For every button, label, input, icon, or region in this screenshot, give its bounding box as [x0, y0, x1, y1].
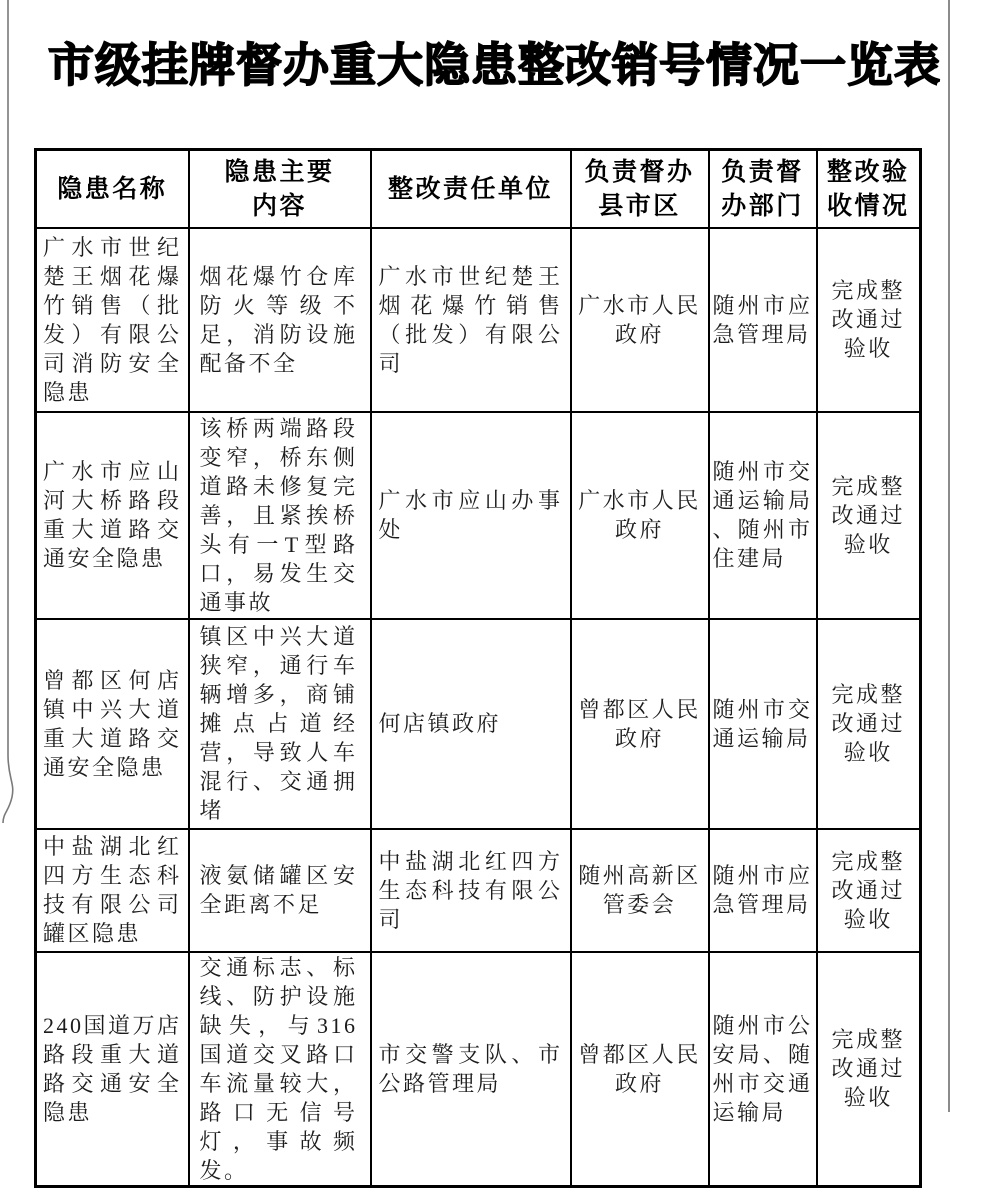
header-responsible-unit: 整改责任单位 — [371, 150, 571, 228]
cell-hazard-content: 液氨储罐区安全距离不足 — [189, 829, 371, 952]
cell-acceptance-status: 完成整改通过验收 — [817, 952, 921, 1187]
cell-supervising-district: 曾都区人民政府 — [571, 619, 709, 829]
cell-supervising-department: 随州市交通运输局、随州市住建局 — [709, 412, 817, 619]
cell-hazard-name: 中盐湖北红四方生态科技有限公司罐区隐患 — [36, 829, 189, 952]
cell-hazard-name: 240国道万店路段重大道路交通安全隐患 — [36, 952, 189, 1187]
cell-supervising-district: 曾都区人民政府 — [571, 952, 709, 1187]
table-row — [36, 228, 921, 412]
cell-hazard-content: 交通标志、标线、防护设施缺失，与316国道交叉路口车流量较大，路口无信号灯，事故频发。 — [189, 952, 371, 1187]
cell-hazard-name: 广水市应山河大桥路段重大道路交通安全隐患 — [36, 412, 189, 619]
cell-hazard-content: 镇区中兴大道狭窄，通行车辆增多，商铺摊点占道经营，导致人车混行、交通拥堵 — [189, 619, 371, 829]
cell-supervising-department: 随州市应急管理局 — [709, 228, 817, 412]
cell-hazard-name: 曾都区何店镇中兴大道重大道路交通安全隐患 — [36, 619, 189, 829]
cell-responsible-unit: 广水市应山办事处 — [371, 412, 571, 619]
cell-supervising-district: 随州高新区管委会 — [571, 829, 709, 952]
cell-responsible-unit: 广水市世纪楚王烟花爆竹销售（批发）有限公司 — [371, 228, 571, 412]
cell-supervising-department: 随州市公安局、随州市交通运输局 — [709, 952, 817, 1187]
cell-hazard-content: 烟花爆竹仓库防火等级不足，消防设施配备不全 — [189, 228, 371, 412]
cell-responsible-unit: 中盐湖北红四方生态科技有限公司 — [371, 829, 571, 952]
cell-supervising-district: 广水市人民政府 — [571, 228, 709, 412]
cell-hazard-content: 该桥两端路段变窄，桥东侧道路未修复完善，且紧挨桥头有一T型路口，易发生交通事故 — [189, 412, 371, 619]
cell-supervising-department: 随州市应急管理局 — [709, 829, 817, 952]
table-row — [36, 829, 921, 952]
table-row — [36, 619, 921, 829]
header-hazard-name: 隐患名称 — [36, 150, 189, 228]
cell-supervising-department: 随州市交通运输局 — [709, 619, 817, 829]
hazard-rectification-table — [34, 148, 922, 1188]
header-acceptance-status: 整改验收情况 — [817, 150, 921, 228]
cell-acceptance-status: 完成整改通过验收 — [817, 829, 921, 952]
table-row — [36, 412, 921, 619]
header-supervising-department: 负责督办部门 — [709, 150, 817, 228]
header-hazard-content: 隐患主要内容 — [189, 150, 371, 228]
cell-responsible-unit: 市交警支队、市公路管理局 — [371, 952, 571, 1187]
table-row — [36, 952, 921, 1187]
header-supervising-district: 负责督办县市区 — [571, 150, 709, 228]
cell-supervising-district: 广水市人民政府 — [571, 412, 709, 619]
cell-responsible-unit: 何店镇政府 — [371, 619, 571, 829]
cell-acceptance-status: 完成整改通过验收 — [817, 619, 921, 829]
table-header-row — [36, 150, 921, 228]
cell-hazard-name: 广水市世纪楚王烟花爆竹销售（批发）有限公司消防安全隐患 — [36, 228, 189, 412]
cell-acceptance-status: 完成整改通过验收 — [817, 412, 921, 619]
cell-acceptance-status: 完成整改通过验收 — [817, 228, 921, 412]
page-title: 市级挂牌督办重大隐患整改销号情况一览表 — [48, 39, 941, 91]
